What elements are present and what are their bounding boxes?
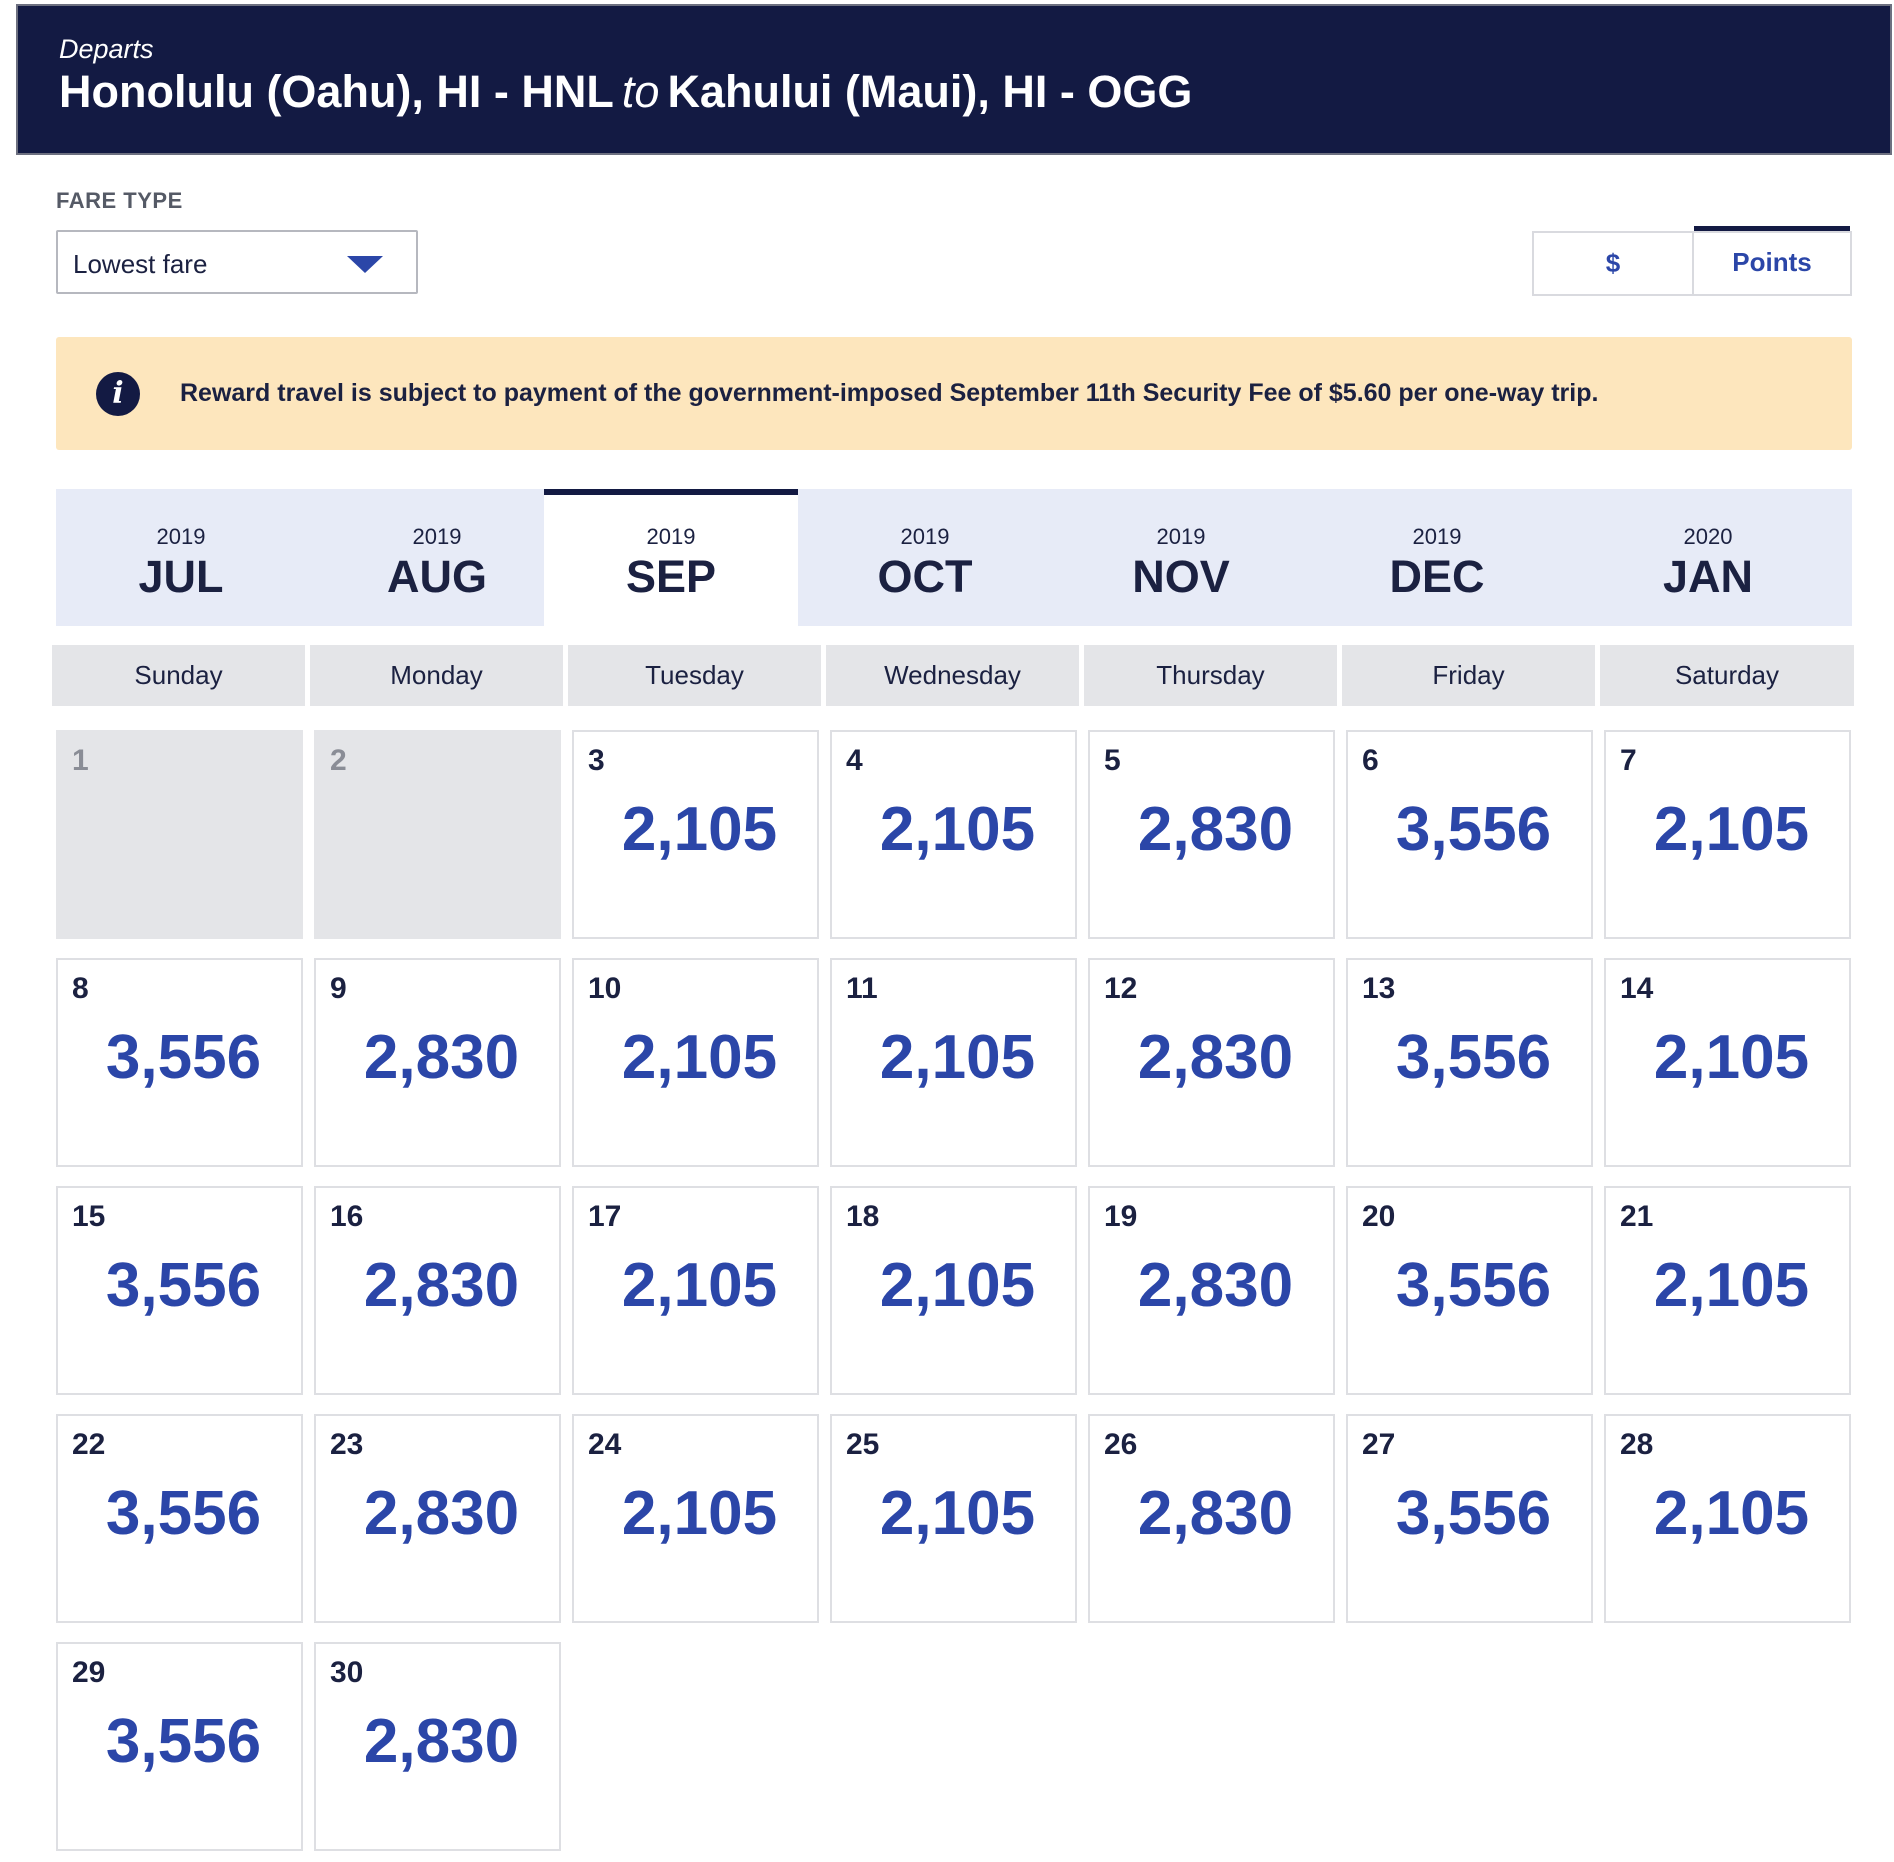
day-number: 23: [330, 1428, 364, 1461]
calendar-day-cell[interactable]: [830, 1186, 1077, 1395]
day-number: 26: [1104, 1428, 1138, 1461]
day-number: 12: [1104, 972, 1138, 1005]
fare-points-value: 2,105: [1653, 795, 1810, 864]
month-tab-jan[interactable]: [1564, 489, 1852, 626]
route-to-word: to: [621, 66, 660, 117]
fare-points-value: 3,556: [1395, 795, 1552, 864]
calendar-day-cell[interactable]: [314, 958, 561, 1167]
month-tab-year: 2019: [1412, 524, 1462, 549]
day-number: 7: [1620, 744, 1637, 777]
calendar-day-cell[interactable]: [1088, 730, 1335, 939]
fare-points-value: 2,105: [879, 1479, 1036, 1548]
fare-points-value: 3,556: [105, 1707, 262, 1776]
fare-points-value: 2,105: [879, 1023, 1036, 1092]
calendar-day-cell[interactable]: [1604, 1186, 1851, 1395]
calendar-day-cell[interactable]: [56, 958, 303, 1167]
day-number: 16: [330, 1200, 364, 1233]
month-tab-sep[interactable]: [544, 489, 798, 626]
month-tab-year: 2020: [1683, 524, 1733, 549]
calendar-day-cell[interactable]: [572, 730, 819, 939]
dollar-toggle-button[interactable]: $: [1534, 233, 1694, 294]
day-number: 29: [72, 1656, 106, 1689]
fare-points-value: 2,830: [1137, 795, 1294, 864]
month-tab-label: AUG: [387, 551, 487, 602]
day-number: 24: [588, 1428, 622, 1461]
fare-points-value: 2,105: [879, 1251, 1036, 1320]
fare-points-value: 3,556: [1395, 1479, 1552, 1548]
day-number: 11: [846, 972, 878, 1005]
day-number: 27: [1362, 1428, 1396, 1461]
day-number: 1: [72, 744, 89, 777]
calendar-day-cell: [56, 730, 303, 939]
calendar-day-cell[interactable]: [830, 1414, 1077, 1623]
calendar-day-cell[interactable]: [1346, 730, 1593, 939]
month-tab-year: 2019: [412, 524, 462, 549]
fare-type-selected: Lowest fare: [73, 249, 208, 279]
info-icon: i: [96, 372, 140, 416]
month-tab-label: NOV: [1132, 551, 1230, 602]
calendar-day-cell[interactable]: [1088, 1186, 1335, 1395]
fare-points-value: 2,830: [363, 1023, 520, 1092]
fare-points-value: 3,556: [1395, 1023, 1552, 1092]
fare-points-value: 2,105: [621, 1479, 778, 1548]
points-toggle-button[interactable]: Points: [1694, 226, 1850, 294]
currency-toggle: [1532, 231, 1852, 296]
calendar-day-cell[interactable]: [572, 958, 819, 1167]
month-tab-nov[interactable]: [1052, 489, 1310, 626]
month-tab-label: SEP: [625, 551, 717, 602]
origin-airport: Honolulu (Oahu), HI - HNL: [59, 66, 614, 117]
calendar-day-cell[interactable]: [56, 1642, 303, 1851]
security-fee-notice: [56, 337, 1852, 450]
calendar-day-cell[interactable]: [830, 730, 1077, 939]
fare-points-value: 3,556: [1395, 1251, 1552, 1320]
month-tabs: [56, 489, 1852, 626]
calendar-day-cell[interactable]: [314, 1642, 561, 1851]
weekday-wednesday: Wednesday: [826, 645, 1079, 706]
fare-points-value: 2,105: [1653, 1251, 1810, 1320]
fare-points-value: 2,830: [363, 1479, 520, 1548]
calendar-day-cell[interactable]: [1346, 958, 1593, 1167]
day-number: 28: [1620, 1428, 1654, 1461]
day-number: 19: [1104, 1200, 1138, 1233]
fare-points-value: 2,830: [363, 1251, 520, 1320]
chevron-down-icon: [347, 256, 383, 273]
day-number: 14: [1620, 972, 1654, 1005]
month-tab-aug[interactable]: [310, 489, 564, 626]
day-number: 22: [72, 1428, 106, 1461]
fare-type-label: FARE TYPE: [56, 188, 183, 213]
month-tab-dec[interactable]: [1310, 489, 1564, 626]
fare-points-value: 2,105: [621, 795, 778, 864]
day-number: 15: [72, 1200, 106, 1233]
weekday-sunday: Sunday: [52, 645, 305, 706]
day-number: 8: [72, 972, 89, 1005]
day-number: 9: [330, 972, 347, 1005]
day-number: 10: [588, 972, 622, 1005]
fare-points-value: 2,830: [1137, 1479, 1294, 1548]
calendar-day-cell[interactable]: [314, 1414, 561, 1623]
day-number: 20: [1362, 1200, 1396, 1233]
weekday-tuesday: Tuesday: [568, 645, 821, 706]
month-tab-label: JAN: [1662, 551, 1754, 602]
day-number: 21: [1620, 1200, 1654, 1233]
month-tab-label: OCT: [877, 551, 973, 602]
fare-points-value: 2,830: [1137, 1251, 1294, 1320]
month-tab-year: 2019: [1156, 524, 1206, 549]
day-number: 2: [330, 744, 347, 777]
fare-points-value: 2,105: [1653, 1479, 1810, 1548]
day-number: 30: [330, 1656, 364, 1689]
day-number: 6: [1362, 744, 1379, 777]
day-number: 5: [1104, 744, 1121, 777]
calendar-day-cell[interactable]: [1604, 958, 1851, 1167]
day-number: 25: [846, 1428, 880, 1461]
day-number: 13: [1362, 972, 1396, 1005]
calendar-day-cell[interactable]: [56, 1186, 303, 1395]
fare-points-value: 2,105: [621, 1023, 778, 1092]
month-tab-year: 2019: [646, 524, 696, 549]
departs-label: Departs: [59, 34, 154, 64]
weekday-friday: Friday: [1342, 645, 1595, 706]
day-number: 4: [846, 744, 863, 777]
month-tab-label: DEC: [1389, 551, 1485, 602]
fare-points-value: 2,105: [1653, 1023, 1810, 1092]
weekday-saturday: Saturday: [1600, 645, 1854, 706]
fare-points-value: 3,556: [105, 1251, 262, 1320]
route-header: [16, 4, 1892, 155]
day-number: 3: [588, 744, 605, 777]
day-number: 18: [846, 1200, 880, 1233]
calendar-day-cell[interactable]: [314, 1186, 561, 1395]
month-tab-year: 2019: [156, 524, 206, 549]
calendar-day-cell: [314, 730, 561, 939]
notice-text: Reward travel is subject to payment of the government-imposed September 11th Security Fee of $5.60 per one-way trip.: [180, 379, 1599, 407]
calendar-day-cell[interactable]: [572, 1186, 819, 1395]
weekday-monday: Monday: [310, 645, 563, 706]
fare-points-value: 2,105: [621, 1251, 778, 1320]
calendar-day-cell[interactable]: [1088, 958, 1335, 1167]
fare-points-value: 3,556: [105, 1479, 262, 1548]
route-title: [59, 66, 1192, 118]
month-tab-jul[interactable]: [56, 489, 306, 626]
calendar-day-cell[interactable]: [1604, 730, 1851, 939]
fare-points-value: 2,830: [363, 1707, 520, 1776]
calendar-day-cell[interactable]: [830, 958, 1077, 1167]
calendar-day-cell[interactable]: [56, 1414, 303, 1623]
calendar-day-cell[interactable]: [1088, 1414, 1335, 1623]
month-tab-year: 2019: [900, 524, 950, 549]
fare-points-value: 3,556: [105, 1023, 262, 1092]
destination-airport: Kahului (Maui), HI - OGG: [667, 66, 1193, 117]
day-number: 17: [588, 1200, 622, 1233]
calendar-day-cell[interactable]: [1346, 1414, 1593, 1623]
fare-type-dropdown[interactable]: [56, 230, 418, 294]
month-tab-oct[interactable]: [798, 489, 1052, 626]
calendar-day-cell[interactable]: [1604, 1414, 1851, 1623]
calendar-day-cell[interactable]: [1346, 1186, 1593, 1395]
fare-points-value: 2,105: [879, 795, 1036, 864]
fare-points-value: 2,830: [1137, 1023, 1294, 1092]
calendar-day-cell[interactable]: [572, 1414, 819, 1623]
month-tab-label: JUL: [138, 551, 224, 602]
weekday-thursday: Thursday: [1084, 645, 1337, 706]
